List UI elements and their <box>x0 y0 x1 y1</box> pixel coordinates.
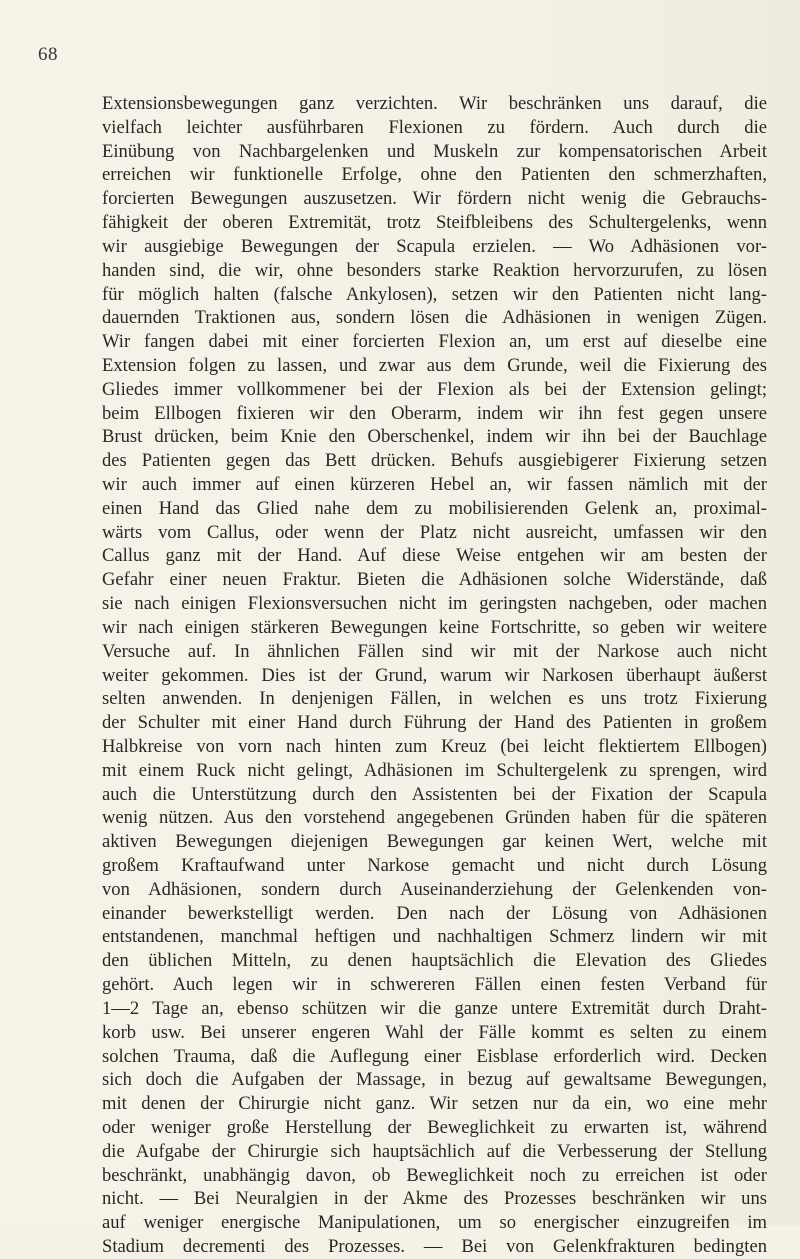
text-line: großem Kraftaufwand unter Narkose gemacht und nicht durch Lösung <box>102 855 767 876</box>
text-line: der Schulter mit einer Hand durch Führung der Hand des Patienten in großem <box>102 712 767 734</box>
text-line: solchen Trauma, daß die Auflegung einer Eisblase erforderlich wird. Decken <box>102 1045 767 1067</box>
text-line: auf weniger energische Manipulationen, um so energischer einzugreifen im <box>102 1212 767 1234</box>
text-line: wenig nützen. Aus den vorstehend angegebenen Gründen haben für die späteren <box>102 807 767 829</box>
text-line: mit denen der Chirurgie nicht ganz. Wir setzen nur da ein, wo eine mehr <box>102 1093 767 1115</box>
text-line: erreichen wir funktionelle Erfolge, ohne den Patienten den schmerzhaften, <box>102 164 767 186</box>
text-line: beschränkt, unabhängig davon, ob Beweglichkeit noch zu erreichen ist oder <box>102 1164 767 1186</box>
text-line: vielfach leichter ausführbaren Flexionen zu fördern. Auch durch die <box>102 116 767 138</box>
text-line: Stadium decrementi des Prozesses. — Bei von Gelenkfrakturen bedingten <box>102 1236 767 1257</box>
text-line: beim Ellbogen fixieren wir den Oberarm, indem wir ihn fest gegen unsere <box>102 402 767 424</box>
text-line: sich doch die Aufgaben der Massage, in bezug auf gewaltsame Bewegungen, <box>102 1069 767 1091</box>
text-line: wir nach einigen stärkeren Bewegungen keine Fortschritte, so geben wir weitere <box>102 616 767 638</box>
text-line: Einübung von Nachbargelenken und Muskeln zur kompensatorischen Arbeit <box>102 140 767 162</box>
text-line: des Patienten gegen das Bett drücken. Behufs ausgiebigerer Fixierung setzen <box>102 450 767 472</box>
text-line: den üblichen Mitteln, zu denen hauptsächlich die Elevation des Gliedes <box>102 950 767 972</box>
text-line: Extension folgen zu lassen, und zwar aus dem Grunde, weil die Fixierung des <box>102 354 767 376</box>
text-line: wir auch immer auf einen kürzeren Hebel an, wir fassen nämlich mit der <box>102 474 767 495</box>
text-line: einen Hand das Glied nahe dem zu mobilisierenden Gelenk an, proximal- <box>102 497 767 519</box>
text-line: Gefahr einer neuen Fraktur. Bieten die Adhäsionen solche Widerstände, daß <box>102 569 767 591</box>
text-line: Callus ganz mit der Hand. Auf diese Weise entgehen wir am besten der <box>102 545 767 567</box>
text-line: wärts vom Callus, oder wenn der Platz nicht ausreicht, umfassen wir den <box>102 521 767 543</box>
text-line: mit einem Ruck nicht gelingt, Adhäsionen im Schultergelenk zu sprengen, wird <box>102 759 767 781</box>
text-line: sie nach einigen Flexionsversuchen nicht im geringsten nachgeben, oder machen <box>102 593 767 615</box>
text-line: gehört. Auch legen wir in schwereren Fällen einen festen Verband für <box>102 974 767 996</box>
body-text <box>102 92 767 1259</box>
text-line: handen sind, die wir, ohne besonders starke Reaktion hervorzurufen, zu lösen <box>102 259 767 281</box>
text-line: Brust drücken, beim Knie den Oberschenkel, indem wir ihn bei der Bauchlage <box>102 426 767 448</box>
page-number: 68 <box>38 44 58 65</box>
text-line: entstandenen, manchmal heftigen und nachhaltigen Schmerz lindern wir mit <box>102 926 767 948</box>
text-line: weiter gekommen. Dies ist der Grund, warum wir Narkosen überhaupt äußerst <box>102 664 767 686</box>
text-line: fähigkeit der oberen Extremität, trotz Steifbleibens des Schultergelenks, wenn <box>102 212 767 234</box>
text-line: aktiven Bewegungen diejenigen Bewegungen gar keinen Wert, welche mit <box>102 831 767 853</box>
text-line: Wir fangen dabei mit einer forcierten Flexion an, um erst auf dieselbe eine <box>102 331 767 353</box>
text-line: einander bewerkstelligt werden. Den nach der Lösung von Adhäsionen <box>102 902 767 924</box>
text-line: dauernden Traktionen aus, sondern lösen die Adhäsionen in wenigen Zügen. <box>102 307 767 329</box>
text-line: wir ausgiebige Bewegungen der Scapula erzielen. — Wo Adhäsionen vor- <box>102 235 767 257</box>
text-line: Extensionsbewegungen ganz verzichten. Wir beschränken uns darauf, die <box>102 93 767 114</box>
text-line: von Adhäsionen, sondern durch Auseinanderziehung der Gelenkenden von- <box>102 878 767 900</box>
text-line: Versuche auf. In ähnlichen Fällen sind wir mit der Narkose auch nicht <box>102 640 767 662</box>
text-line: 1—2 Tage an, ebenso schützen wir die ganze untere Extremität durch Draht- <box>102 997 767 1019</box>
text-line: für möglich halten (falsche Ankylosen), setzen wir den Patienten nicht lang- <box>102 283 767 305</box>
text-line: selten anwenden. In denjenigen Fällen, in welchen es uns trotz Fixierung <box>102 688 767 710</box>
text-line: korb usw. Bei unserer engeren Wahl der Fälle kommt es selten zu einem <box>102 1021 767 1043</box>
text-line: Gliedes immer vollkommener bei der Flexion als bei der Extension gelingt; <box>102 378 767 400</box>
text-line: forcierten Bewegungen auszusetzen. Wir fördern nicht wenig die Gebrauchs- <box>102 188 767 210</box>
text-line: oder weniger große Herstellung der Beweglichkeit zu erwarten ist, während <box>102 1116 767 1138</box>
text-line: auch die Unterstützung durch den Assistenten bei der Fixation der Scapula <box>102 783 767 805</box>
text-line: Halbkreise von vorn nach hinten zum Kreuz (bei leicht flektiertem Ellbogen) <box>102 735 767 757</box>
text-line: nicht. — Bei Neuralgien in der Akme des Prozesses beschränken wir uns <box>102 1188 767 1210</box>
text-line: die Aufgabe der Chirurgie sich hauptsächlich auf die Verbesserung der Stellung <box>102 1140 767 1162</box>
